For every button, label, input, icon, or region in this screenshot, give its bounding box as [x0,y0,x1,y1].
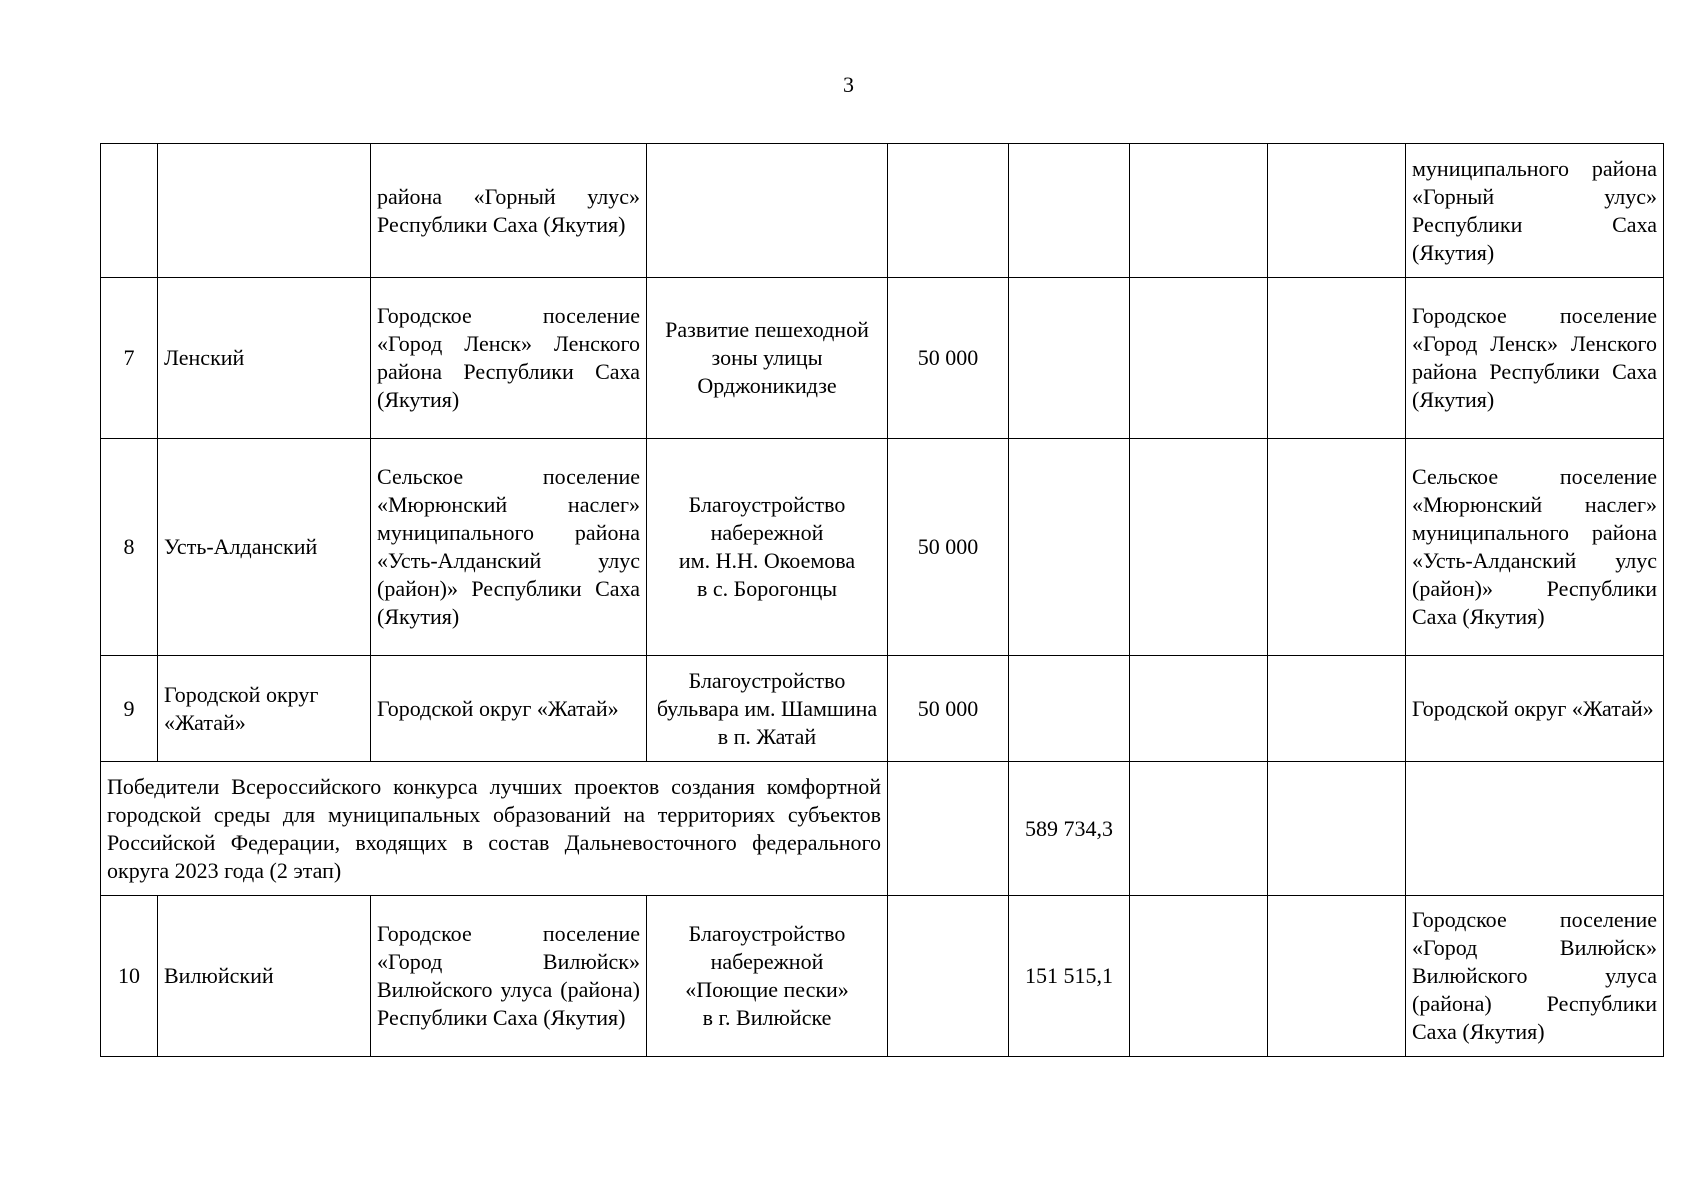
project-cell: Развитие пешеходной зоны улицы Орджоникидзе [647,278,888,439]
municipality-cell: Городской округ «Жатай» [371,656,647,762]
funding-table [100,143,1664,1057]
recipient-cell: муниципального района «Горный улус» Республики Саха (Якутия) [1406,144,1664,278]
recipient-cell [1406,762,1664,896]
amount-cell: 50 000 [888,439,1009,656]
municipality-cell: района «Горный улус» Республики Саха (Якутия) [371,144,647,278]
table-row [101,656,1664,762]
amount-cell [1009,439,1130,656]
project-line: им. Н.Н. Окоемова [678,548,856,573]
amount-cell [1268,896,1406,1057]
municipality-cell: Городское поселение «Город Ленск» Ленского района Республики Саха (Якутия) [371,278,647,439]
amount-cell [1268,656,1406,762]
section-total: 589 734,3 [1009,762,1130,896]
amount-cell [1009,656,1130,762]
row-number: 7 [101,278,158,439]
table-row [101,439,1664,656]
amount-cell [1268,278,1406,439]
row-number: 10 [101,896,158,1057]
amount-cell [1268,144,1406,278]
amount-cell [1130,762,1268,896]
amount-cell [1268,762,1406,896]
project-cell [647,439,888,656]
recipient-cell: Городское поселение «Город Вилюйск» Вилюйского улуса (района) Республики Саха (Якутия) [1406,896,1664,1057]
amount-cell [888,762,1009,896]
table-row [101,896,1664,1057]
recipient-cell: Сельское поселение «Мюрюнский наслег» муниципального района «Усть-Алданский улус (район)» Республики Саха (Якутия) [1406,439,1664,656]
amount-cell [1130,896,1268,1057]
amount-cell [1130,439,1268,656]
table-row [101,144,1664,278]
amount-cell [1130,144,1268,278]
amount-cell: 50 000 [888,278,1009,439]
section-row [101,762,1664,896]
section-title: Победители Всероссийского конкурса лучших проектов создания комфортной городской среды для муниципальных образований на территориях субъектов Российской Федерации, входящих в состав Дальневосточного федерального округа 2023 года (2 этап) [101,762,888,896]
amount-cell [1009,278,1130,439]
amount-cell: 151 515,1 [1009,896,1130,1057]
amount-cell [1268,439,1406,656]
project-line: в г. Вилюйске [702,1005,832,1030]
project-cell [647,144,888,278]
row-number [101,144,158,278]
amount-cell [1130,278,1268,439]
recipient-cell: Городской округ «Жатай» [1406,656,1664,762]
page-number: 3 [843,72,854,97]
project-cell: Благоустройство бульвара им. Шамшина в п. Жатай [647,656,888,762]
amount-cell [1130,656,1268,762]
municipality-cell: Сельское поселение «Мюрюнский наслег» муниципального района «Усть-Алданский улус (район)» Республики Саха (Якутия) [371,439,647,656]
amount-cell [888,144,1009,278]
project-cell [647,896,888,1057]
recipient-cell: Городское поселение «Город Ленск» Ленского района Республики Саха (Якутия) [1406,278,1664,439]
amount-cell [888,896,1009,1057]
amount-cell: 50 000 [888,656,1009,762]
district-cell: Вилюйский [158,896,371,1057]
district-cell [158,144,371,278]
district-cell: Городской округ «Жатай» [158,656,371,762]
district-cell: Усть-Алданский [158,439,371,656]
project-line: Благоустройство [688,921,846,946]
row-number: 8 [101,439,158,656]
project-line: «Поющие пески» [685,977,849,1002]
row-number: 9 [101,656,158,762]
table-row [101,278,1664,439]
project-line: в с. Борогонцы [696,576,838,601]
municipality-cell: Городское поселение «Город Вилюйск» Вилюйского улуса (района) Республики Саха (Якутия) [371,896,647,1057]
project-line: набережной [710,949,824,974]
district-cell: Ленский [158,278,371,439]
amount-cell [1009,144,1130,278]
project-line: набережной [710,520,824,545]
project-line: Благоустройство [688,492,846,517]
